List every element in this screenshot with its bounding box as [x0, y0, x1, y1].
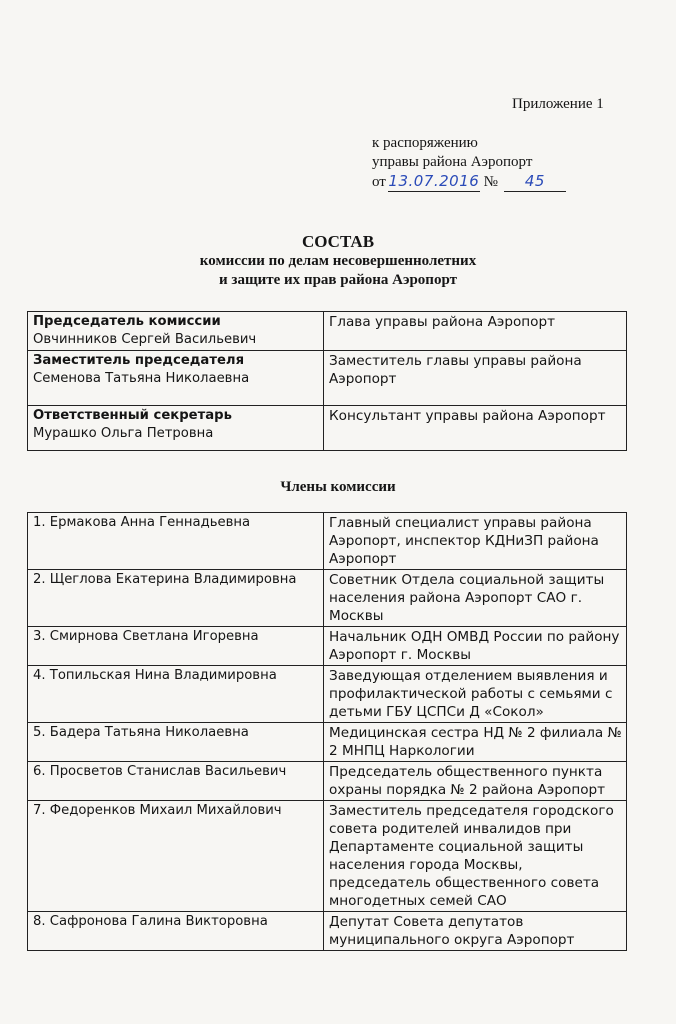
- leader-role: Председатель комиссии: [33, 314, 221, 329]
- title-line-2: комиссии по делам несовершеннолетних: [199, 253, 477, 269]
- member-position: Советник Отдела социальной защиты населения района Аэропорт САО г. Москвы: [324, 570, 627, 627]
- table-row: [28, 406, 627, 451]
- leader-role: Ответственный секретарь: [33, 408, 232, 423]
- leader-cell: [28, 312, 324, 351]
- table-row: [28, 351, 627, 406]
- title-line-3: и защите их прав района Аэропорт: [219, 272, 457, 288]
- member-position: Председатель общественного пункта охраны порядка № 2 района Аэропорт: [324, 762, 627, 801]
- member-position: Медицинская сестра НД № 2 филиала № 2 МНПЦ Наркологии: [324, 723, 627, 762]
- leader-cell: [28, 406, 324, 451]
- member-position: Заместитель председателя городского совета родителей инвалидов при Департаменте социальной защиты населения города Москвы, председатель общественного совета многодетных семей САО: [324, 801, 627, 912]
- members-table: [27, 512, 627, 951]
- table-row: [28, 912, 627, 951]
- member-name: 5. Бадера Татьяна Николаевна: [28, 723, 324, 762]
- members-heading: Члены комиссии: [280, 479, 396, 495]
- table-row: [28, 627, 627, 666]
- leader-cell: [28, 351, 324, 406]
- table-row: [28, 312, 627, 351]
- table-row: [28, 666, 627, 723]
- leadership-table: [27, 311, 627, 451]
- leader-name: Мурашко Ольга Петровна: [33, 426, 214, 441]
- leader-name: Семенова Татьяна Николаевна: [33, 371, 250, 386]
- order-line-1: к распоряжению: [372, 135, 478, 151]
- leader-position: Заместитель главы управы района Аэропорт: [324, 351, 627, 406]
- member-position: Главный специалист управы района Аэропорт, инспектор КДНиЗП района Аэропорт: [324, 513, 627, 570]
- leader-position: Глава управы района Аэропорт: [324, 312, 627, 351]
- title-line-1: СОСТАВ: [301, 232, 375, 251]
- member-name: 4. Топильская Нина Владимировна: [28, 666, 324, 723]
- member-name: 2. Щеглова Екатерина Владимировна: [28, 570, 324, 627]
- table-row: [28, 801, 627, 912]
- order-reference: [372, 134, 566, 192]
- member-position: Заведующая отделением выявления и профилактической работы с семьями с детьми ГБУ ЦСПСи Д «Сокол»: [324, 666, 627, 723]
- member-position: Начальник ОДН ОМВД России по району Аэропорт г. Москвы: [324, 627, 627, 666]
- member-name: 6. Просветов Станислав Васильевич: [28, 762, 324, 801]
- table-row: [28, 570, 627, 627]
- order-line-2: управы района Аэропорт: [372, 154, 533, 170]
- handwritten-number: 45: [504, 172, 566, 192]
- handwritten-date: 13.07.2016: [388, 172, 480, 190]
- table-row: [28, 723, 627, 762]
- leader-name: Овчинников Сергей Васильевич: [33, 332, 257, 347]
- member-name: 3. Смирнова Светлана Игоревна: [28, 627, 324, 666]
- member-name: 8. Сафронова Галина Викторовна: [28, 912, 324, 951]
- order-date-line: [372, 172, 566, 192]
- leader-position: Консультант управы района Аэропорт: [324, 406, 627, 451]
- table-row: [28, 762, 627, 801]
- member-name: 7. Федоренков Михаил Михайлович: [28, 801, 324, 912]
- table-row: [28, 513, 627, 570]
- document-title: [0, 232, 676, 290]
- date-prefix: от: [372, 174, 386, 190]
- leader-role: Заместитель председателя: [33, 353, 245, 368]
- member-position: Депутат Совета депутатов муниципального округа Аэропорт: [324, 912, 627, 951]
- appendix-label: Приложение 1: [512, 96, 604, 112]
- member-name: 1. Ермакова Анна Геннадьевна: [28, 513, 324, 570]
- number-sign: №: [483, 174, 498, 190]
